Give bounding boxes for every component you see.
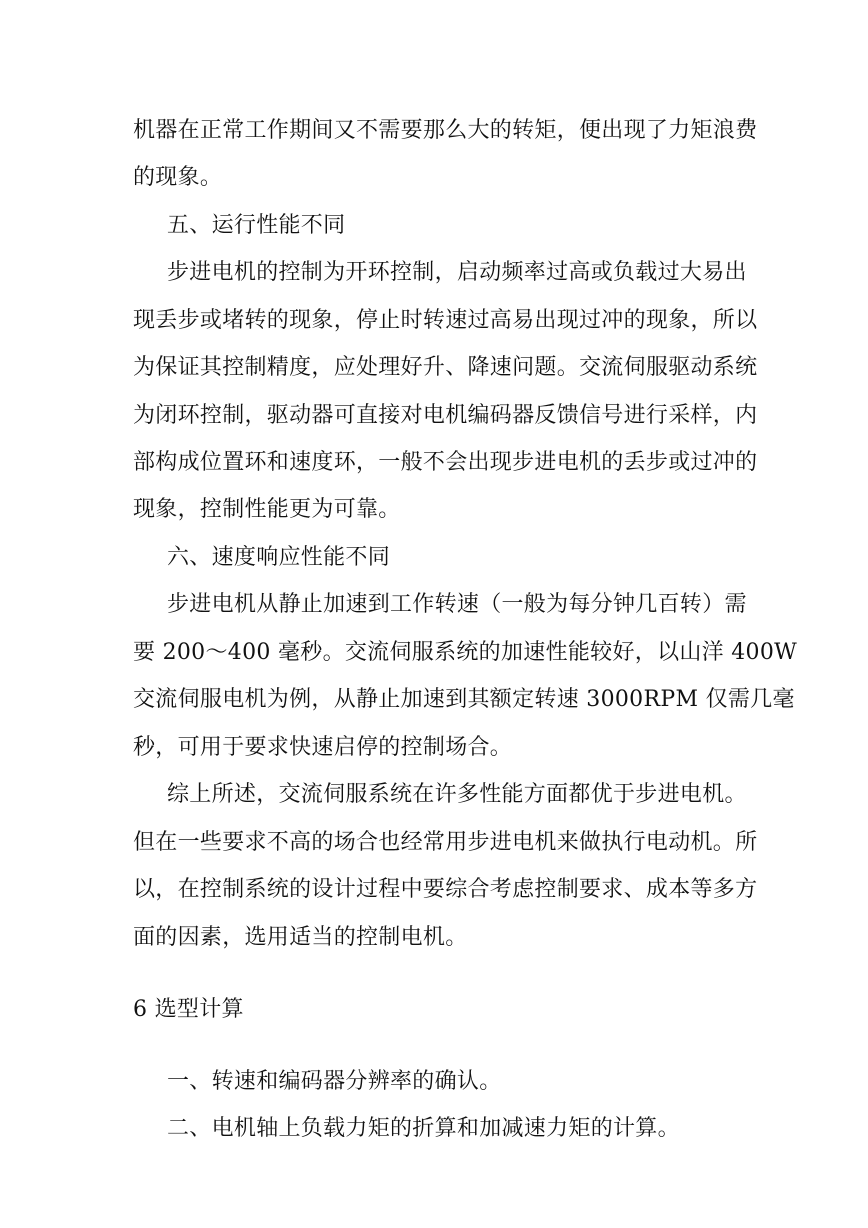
paragraph-line: 交流伺服电机为例，从静止加速到其额定转速 3000RPM 仅需几毫 xyxy=(133,687,795,712)
paragraph-line: 的现象。 xyxy=(133,165,223,190)
subsection-heading: 五、运行性能不同 xyxy=(167,213,346,238)
paragraph-line: 秒，可用于要求快速启停的控制场合。 xyxy=(133,735,513,760)
paragraph-line: 以，在控制系统的设计过程中要综合考虑控制要求、成本等多方 xyxy=(133,877,758,902)
paragraph-line: 为闭环控制，驱动器可直接对电机编码器反馈信号进行采样，内 xyxy=(133,403,758,428)
paragraph-line: 步进电机的控制为开环控制，启动频率过高或负载过大易出 xyxy=(167,260,747,285)
paragraph-line: 为保证其控制精度，应处理好升、降速问题。交流伺服驱动系统 xyxy=(133,355,758,380)
paragraph-line: 机器在正常工作期间又不需要那么大的转矩，便出现了力矩浪费 xyxy=(133,118,758,143)
paragraph-line: 面的因素，选用适当的控制电机。 xyxy=(133,925,468,950)
paragraph-line: 现丢步或堵转的现象，停止时转速过高易出现过冲的现象，所以 xyxy=(133,308,758,333)
list-item: 一、转速和编码器分辨率的确认。 xyxy=(167,1069,502,1094)
section-heading: 6 选型计算 xyxy=(133,997,244,1022)
paragraph-line: 步进电机从静止加速到工作转速（一般为每分钟几百转）需 xyxy=(167,592,747,617)
paragraph-line: 但在一些要求不高的场合也经常用步进电机来做执行电动机。所 xyxy=(133,830,758,855)
paragraph-line: 综上所述，交流伺服系统在许多性能方面都优于步进电机。 xyxy=(167,782,747,807)
subsection-heading: 六、速度响应性能不同 xyxy=(167,545,391,570)
paragraph-line: 现象，控制性能更为可靠。 xyxy=(133,497,401,522)
paragraph-line: 要 200～400 毫秒。交流伺服系统的加速性能较好，以山洋 400W xyxy=(133,640,798,665)
paragraph-line: 部构成位置环和速度环，一般不会出现步进电机的丢步或过冲的 xyxy=(133,450,758,475)
list-item: 二、电机轴上负载力矩的折算和加减速力矩的计算。 xyxy=(167,1116,680,1141)
